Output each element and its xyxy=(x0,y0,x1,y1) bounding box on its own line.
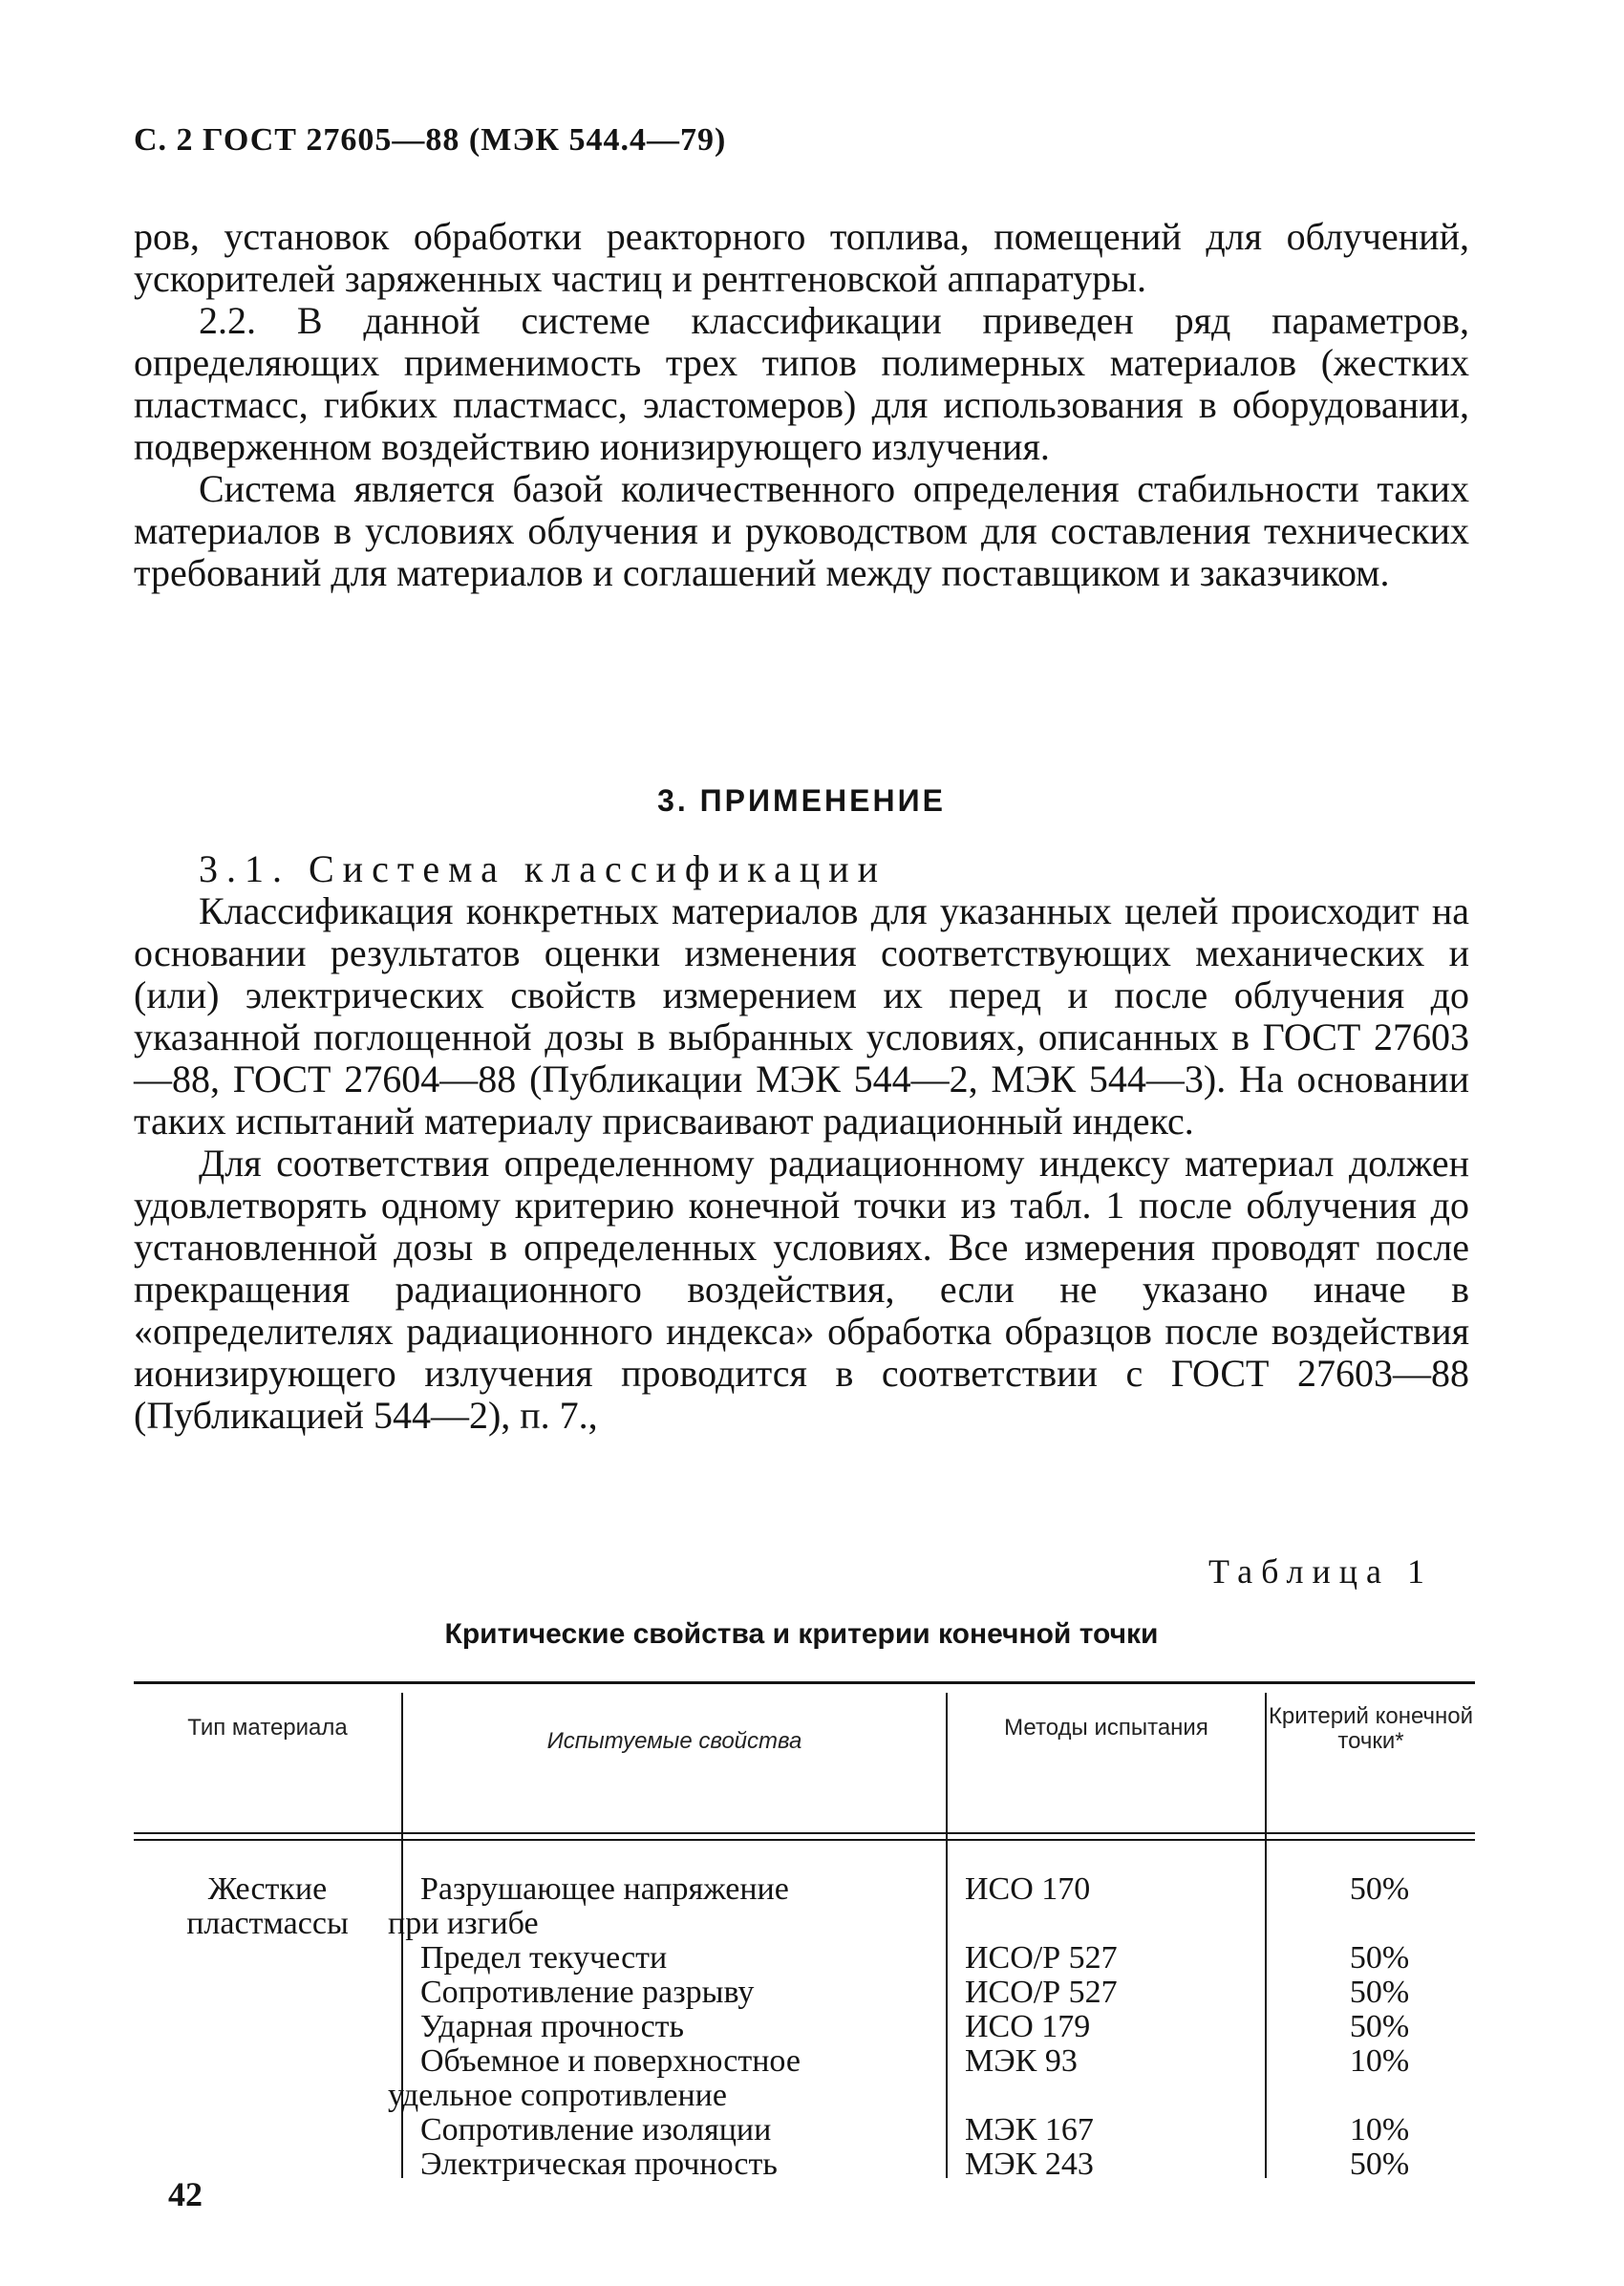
criteria-table xyxy=(134,1681,1475,2182)
property-continuation: удельное сопротивление xyxy=(388,2078,727,2113)
section-title: 3. ПРИМЕНЕНИЕ xyxy=(657,783,946,818)
property-cell: Предел текучести xyxy=(420,1940,668,1976)
clause-paragraph-1: Классификация конкретных материалов для указанных целей происходит на основании результатов оценки изменения соответствующих механических и (или) электрических свойств измерением их перед и после облучения до указанной поглощенной дозы в выбранных условиях, описанных в ГОСТ 27603—88, ГОСТ 27604—88 (Публикации МЭК 544—2, МЭК 544—3). На основании таких испытаний материалу присваивают радиационный индекс. xyxy=(134,889,1469,1143)
material-type-cell: Жесткие пластмассы xyxy=(186,1871,349,1941)
table-body xyxy=(388,1871,1475,2182)
table-top-rule xyxy=(134,1681,1475,1684)
header-rule xyxy=(134,1839,1475,1841)
table-row xyxy=(420,2147,1475,2182)
page-header: С. 2 ГОСТ 27605—88 (МЭК 544.4—79) xyxy=(134,122,727,158)
table-row xyxy=(420,2113,1475,2147)
method-cell: МЭК 167 xyxy=(965,2112,1094,2147)
header-property: Испытуемые свойства xyxy=(546,1728,802,1754)
table-row xyxy=(388,2043,1475,2113)
property-text: Объемное и поверхностное xyxy=(420,2043,801,2079)
property-cell: Сопротивление разрыву xyxy=(420,1975,755,2010)
paragraph-system: Система является базой количественного определения стабильности таких материалов в условиях облучения и руководством для составления технических требований для материалов и соглашений между поставщиком и заказчиком. xyxy=(134,467,1469,594)
method-cell: ИСО 170 xyxy=(965,1871,1091,1907)
clause-3-1 xyxy=(134,848,1469,1437)
clause-subheading: 3.1. Система классификации xyxy=(199,847,887,890)
property-cell: Сопротивление изоляции xyxy=(420,2112,772,2147)
criterion-cell: 10% xyxy=(1349,2043,1410,2079)
criterion-cell: 50% xyxy=(1349,2009,1410,2044)
property-cell: Электрическая прочность xyxy=(420,2147,778,2182)
criterion-cell: 50% xyxy=(1349,1940,1410,1976)
header-material-type: Тип материала xyxy=(187,1715,348,1741)
method-cell: МЭК 93 xyxy=(965,2043,1078,2079)
property-text: Разрушающее напряжение xyxy=(420,1871,789,1907)
table-row xyxy=(420,1941,1475,1976)
page-number: 42 xyxy=(168,2175,203,2213)
table-title: Критические свойства и критерии конечной точки xyxy=(444,1618,1159,1650)
property-cell xyxy=(388,2043,936,2113)
criterion-cell: 50% xyxy=(1349,2147,1410,2182)
method-cell: МЭК 243 xyxy=(965,2147,1094,2182)
criterion-cell: 50% xyxy=(1349,1871,1410,1907)
table-label: Таблица 1 xyxy=(1208,1552,1433,1591)
property-cell: Ударная прочность xyxy=(420,2009,685,2044)
header-rule xyxy=(134,1832,1475,1834)
property-cell xyxy=(388,1871,936,1941)
criterion-cell: 50% xyxy=(1349,1975,1410,2010)
continuation-paragraph: ров, установок обработки реакторного топлива, помещений для облучений, ускорителей заряженных частиц и рентгеновской аппаратуры. xyxy=(134,215,1469,300)
property-continuation: при изгибе xyxy=(388,1906,539,1941)
intro-block xyxy=(134,216,1469,594)
clause-paragraph-2: Для соответствия определенному радиационному индексу материал должен удовлетворять одному критерию конечной точки из табл. 1 после облучения до установленной дозы в определенных условиях. Все измерения проводят после прекращения радиационного воздействия, если не указано иначе в «определителях радиационного индекса» обработка образцов после воздействия ионизирующего излучения проводится в соответствии с ГОСТ 27603—88 (Публикацией 544—2), п. 7., xyxy=(134,1142,1469,1437)
method-cell: ИСО/Р 527 xyxy=(965,1975,1118,2010)
header-criterion: Критерий конечной точки* xyxy=(1268,1703,1474,1754)
table-row xyxy=(388,1871,1475,1941)
paragraph-2-2: 2.2. В данной системе классификации приведен ряд параметров, определяющих применимость трех типов полимерных материалов (жестких пластмасс, гибких пластмасс, эластомеров) для использования в оборудовании, подверженном воздействию ионизирующего излучения. xyxy=(134,299,1469,468)
method-cell: ИСО/Р 527 xyxy=(965,1940,1118,1976)
table-row xyxy=(420,2010,1475,2044)
header-method: Методы испытания xyxy=(1004,1715,1208,1741)
method-cell: ИСО 179 xyxy=(965,2009,1091,2044)
table-row xyxy=(420,1976,1475,2010)
criterion-cell: 10% xyxy=(1349,2112,1410,2147)
